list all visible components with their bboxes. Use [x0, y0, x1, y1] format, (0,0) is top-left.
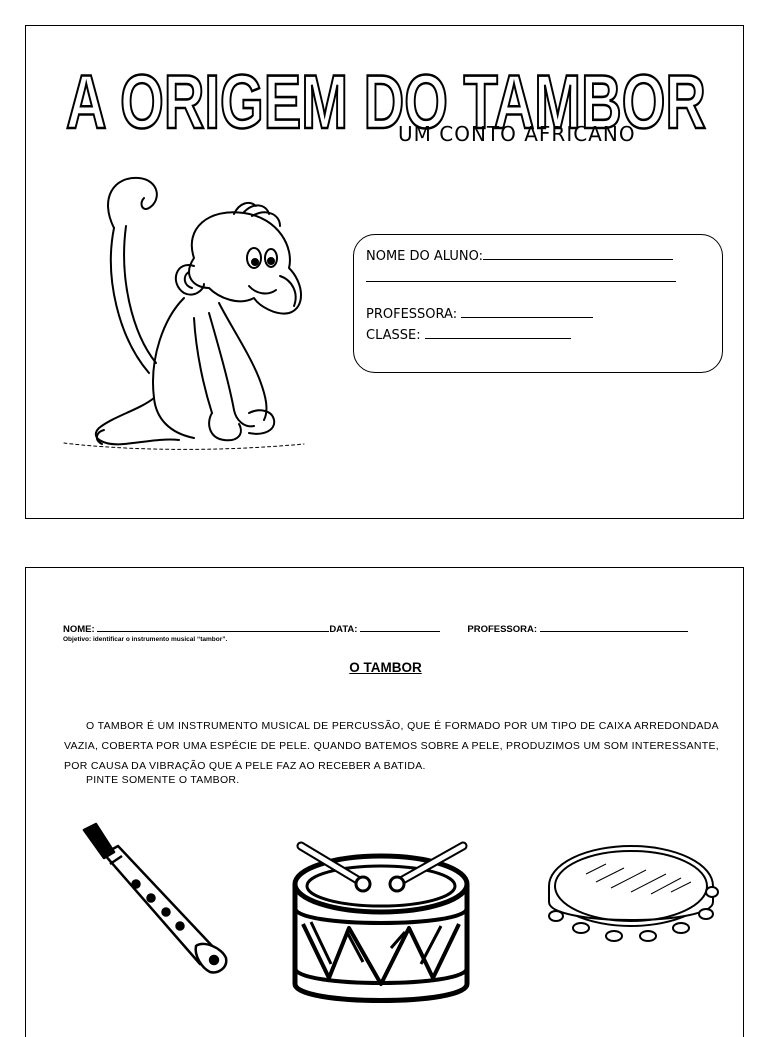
student-info-box: [353, 234, 723, 373]
worksheet-page: [25, 567, 744, 1037]
description-text: O TAMBOR É UM INSTRUMENTO MUSICAL DE PERCUSSÃO, QUE É FORMADO POR UM TIPO DE CAIXA ARREDONDADA VAZIA, COBERTA POR UMA ESPÉCIE DE PELE. QUANDO BATEMOS SOBRE A PELE, PRODUZIMOS UM SOM INTERESSANTE, POR CAUSA DA VIBRAÇÃO QUE A PELE FAZ AO RECEBER A BATIDA.: [64, 720, 719, 772]
name-label: NOME:: [63, 624, 95, 635]
worksheet-header: [63, 622, 688, 635]
instruction-text: PINTE SOMENTE O TAMBOR.: [86, 774, 240, 786]
class-field[interactable]: [425, 326, 571, 339]
class-label: CLASSE:: [366, 328, 421, 343]
date-label: DATA:: [329, 624, 358, 635]
date-field[interactable]: [360, 622, 440, 632]
objective-text: Objetivo: identificar o instrumento musical “tambor”.: [63, 636, 228, 643]
svg-text:A ORIGEM DO TAMBOR: A ORIGEM DO TAMBOR: [66, 60, 706, 140]
class-row: [366, 326, 571, 343]
student-name-field-2[interactable]: [366, 269, 676, 282]
teacher-field[interactable]: [540, 622, 688, 632]
name-field[interactable]: [97, 622, 329, 632]
student-name-field[interactable]: [483, 247, 673, 260]
drum-illustration[interactable]: [281, 836, 481, 1026]
teacher-label: PROFESSORA:: [467, 624, 538, 635]
teacher-row: [366, 305, 593, 322]
student-name-row: [366, 247, 673, 264]
teacher-field[interactable]: [461, 305, 593, 318]
worksheet-title: O TAMBOR: [349, 660, 422, 675]
student-name-label: NOME DO ALUNO:: [366, 249, 484, 264]
cover-page: [25, 25, 744, 519]
student-name-row-2: [366, 269, 676, 286]
monkey-illustration: [44, 148, 314, 458]
description-paragraph: [64, 716, 719, 776]
cover-subtitle: UM CONTO AFRICANO: [398, 122, 636, 146]
teacher-label: PROFESSORA:: [366, 307, 458, 322]
tambourine-illustration[interactable]: [536, 836, 726, 956]
flute-illustration[interactable]: [66, 818, 236, 978]
